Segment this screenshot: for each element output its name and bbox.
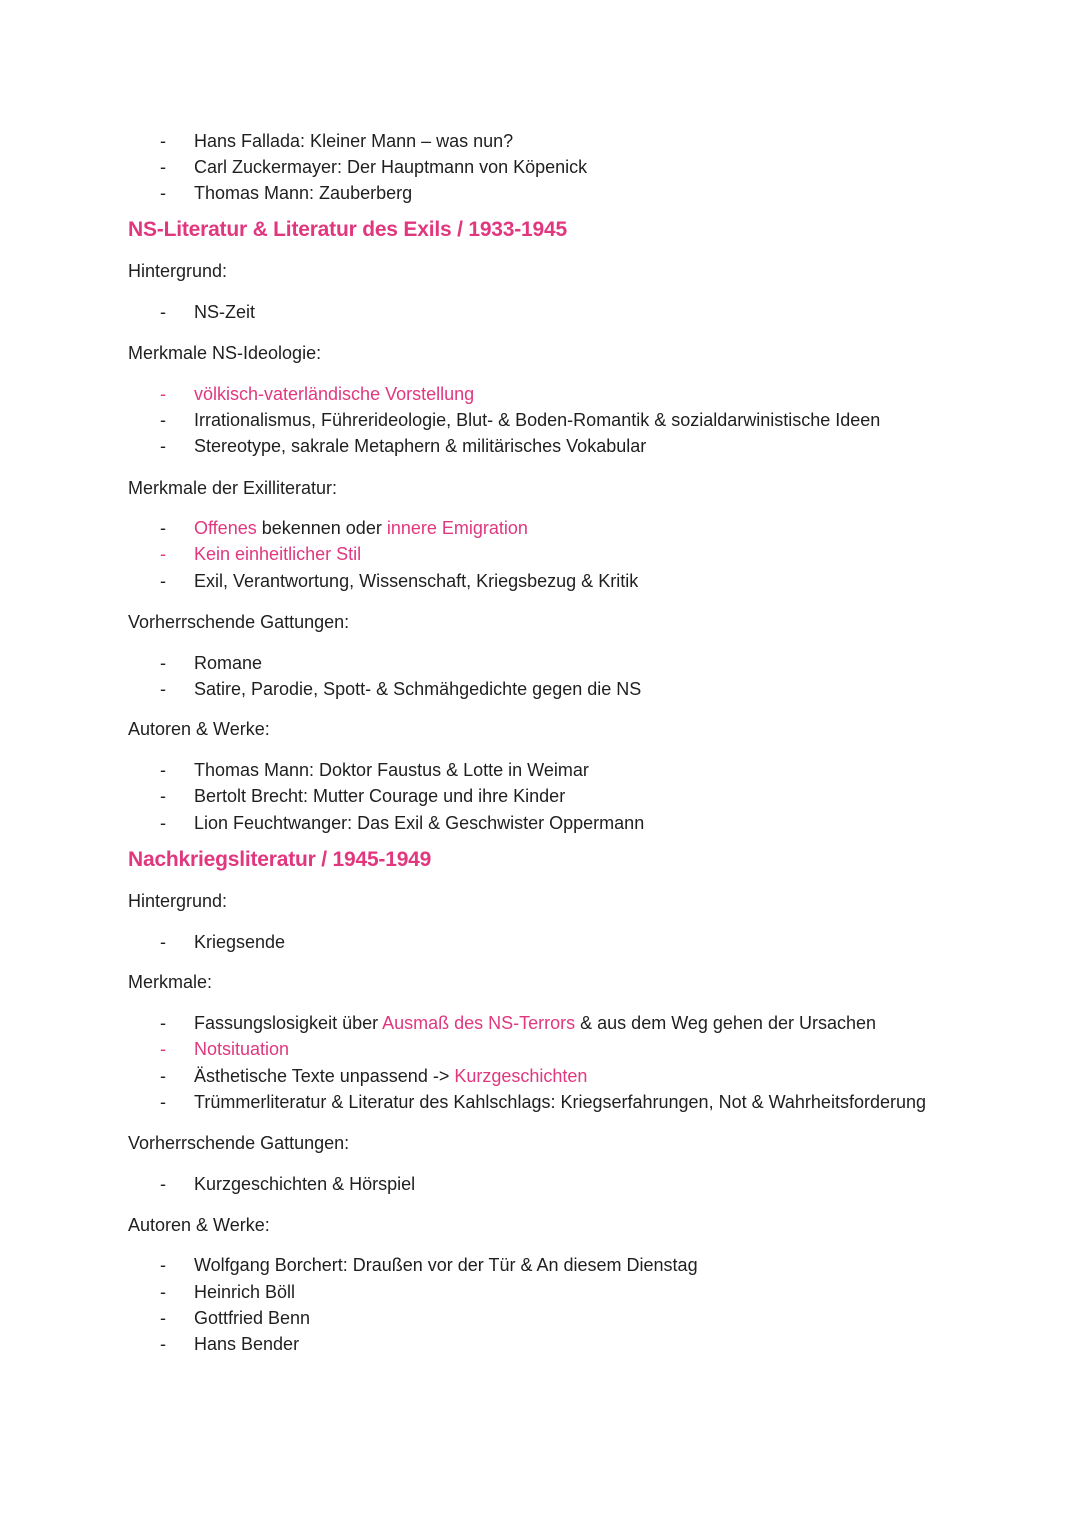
list-item: - Kein einheitlicher Stil <box>160 544 362 564</box>
section-heading-ns: NS-Literatur & Literatur des Exils / 1933-1945 <box>128 218 567 241</box>
list-item: - Heinrich Böll <box>160 1282 296 1302</box>
list-item: - Bertolt Brecht: Mutter Courage und ihre Kinder <box>160 786 566 806</box>
list-item: - Trümmerliteratur & Literatur des Kahlschlags: Kriegserfahrungen, Not & Wahrheitsforderung <box>160 1092 926 1112</box>
label-merkmale-ideologie: Merkmale NS-Ideologie: <box>128 343 322 363</box>
list-item: - Kriegsende <box>160 932 286 952</box>
list-item: - Kurzgeschichten & Hörspiel <box>160 1174 416 1194</box>
label-hintergrund: Hintergrund: <box>128 891 228 911</box>
list-item: - Fassungslosigkeit über Ausmaß des NS-Terrors & aus dem Weg gehen der Ursachen <box>160 1013 876 1033</box>
label-hintergrund: Hintergrund: <box>128 261 228 281</box>
list-item: - völkisch-vaterländische Vorstellung <box>160 384 475 404</box>
list-item: - Exil, Verantwortung, Wissenschaft, Kriegsbezug & Kritik <box>160 571 639 591</box>
list-item: - Ästhetische Texte unpassend -> Kurzgeschichten <box>160 1066 588 1086</box>
list-item: - Wolfgang Borchert: Draußen vor der Tür & An diesem Dienstag <box>160 1255 698 1275</box>
list-item: - Offenes bekennen oder innere Emigration <box>160 518 528 538</box>
label-merkmale: Merkmale: <box>128 972 213 992</box>
list-item: - Thomas Mann: Zauberberg <box>160 183 413 203</box>
list-item: - Satire, Parodie, Spott- & Schmähgedichte gegen die NS <box>160 679 642 699</box>
label-gattungen: Vorherrschende Gattungen: <box>128 1133 350 1153</box>
section-heading-nachkrieg: Nachkriegsliteratur / 1945-1949 <box>128 848 432 871</box>
list-item: - Romane <box>160 653 263 673</box>
list-item: - Stereotype, sakrale Metaphern & militärisches Vokabular <box>160 436 647 456</box>
list-item: - Carl Zuckermayer: Der Hauptmann von Köpenick <box>160 157 588 177</box>
list-item: - Gottfried Benn <box>160 1308 311 1328</box>
list-item: - Lion Feuchtwanger: Das Exil & Geschwister Oppermann <box>160 813 645 833</box>
list-item: - Hans Fallada: Kleiner Mann – was nun? <box>160 131 514 151</box>
list-item: - Hans Bender <box>160 1334 300 1354</box>
label-autoren: Autoren & Werke: <box>128 1215 270 1235</box>
list-item: - Notsituation <box>160 1039 290 1059</box>
list-item: - NS-Zeit <box>160 302 256 322</box>
label-merkmale-exil: Merkmale der Exilliteratur: <box>128 478 338 498</box>
label-gattungen: Vorherrschende Gattungen: <box>128 612 350 632</box>
label-autoren: Autoren & Werke: <box>128 719 270 739</box>
list-item: - Thomas Mann: Doktor Faustus & Lotte in Weimar <box>160 760 589 780</box>
list-item: - Irrationalismus, Führerideologie, Blut- & Boden-Romantik & sozialdarwinistische Ideen <box>160 410 881 430</box>
